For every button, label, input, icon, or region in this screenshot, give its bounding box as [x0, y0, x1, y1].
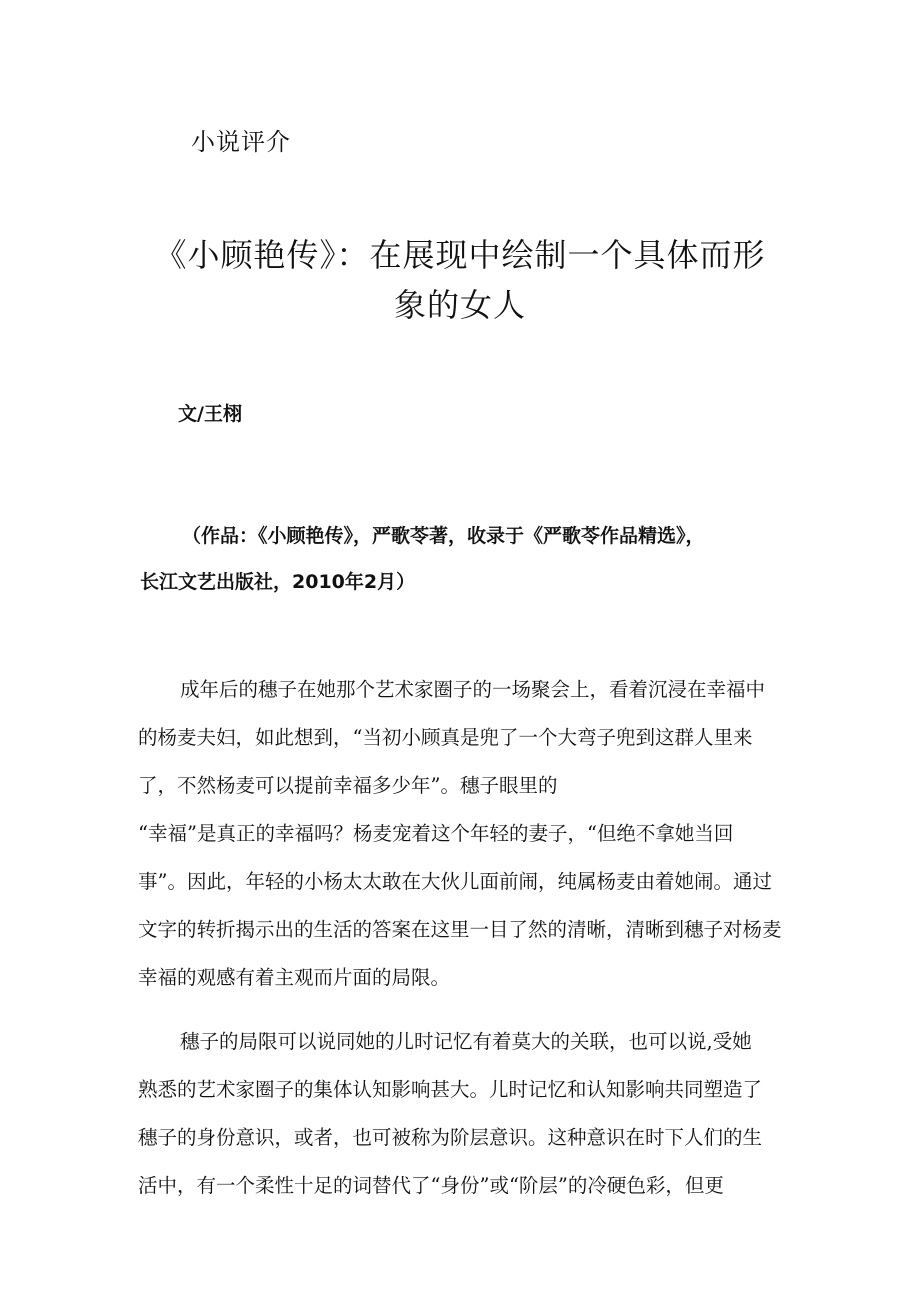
paragraph-line: “幸福”是真正的幸福吗？杨麦宠着这个年轻的妻子，“但绝不拿她当回: [138, 822, 734, 845]
author-byline: 文/王栩: [178, 403, 242, 425]
paragraph-line: 文字的转折揭示出的生活的答案在这里一目了然的清晰，清晰到穗子对杨麦: [138, 918, 782, 941]
work-info-line-2: 长江文艺出版社，2010年2月）: [140, 571, 416, 593]
work-info: [140, 513, 800, 605]
paragraph-line: 的杨麦夫妇，如此想到，“当初小顾真是兜了一个大弯子兜到这群人里来: [138, 726, 753, 749]
paragraph-line: 穗子的局限可以说同她的儿时记忆有着莫大的关联，也可以说,受她: [180, 1030, 752, 1053]
paragraph-line: 了，不然杨麦可以提前幸福多少年”。穗子眼里的: [138, 774, 558, 797]
paragraph-line: 成年后的穗子在她那个艺术家圈子的一场聚会上，看着沉浸在幸福中: [180, 678, 766, 701]
paragraph-line: 事”。因此，年轻的小杨太太敢在大伙儿面前闹，纯属杨麦由着她闹。通过: [138, 870, 772, 893]
work-info-line-1: （作品：《小顾艳传》，严歌苓著，收录于《严歌苓作品精选》，: [182, 525, 705, 547]
title-line-1: 《小顾艳传》：在展现中绘制一个具体而形: [154, 236, 766, 274]
paragraph-line: 穗子的身份意识，或者，也可被称为阶层意识。这种意识在时下人们的生: [138, 1126, 763, 1149]
section-label: 小说评介: [191, 128, 291, 156]
title-line-2: 象的女人: [393, 286, 526, 324]
paragraph-line: 活中，有一个柔性十足的词替代了“身份”或“阶层”的冷硬色彩，但更: [138, 1174, 724, 1197]
paragraph-line: 幸福的观感有着主观而片面的局限。: [138, 966, 451, 989]
paragraph: [138, 1018, 788, 1210]
paragraph-line: 熟悉的艺术家圈子的集体认知影响甚大。儿时记忆和认知影响共同塑造了: [138, 1078, 763, 1101]
article-title: [140, 230, 780, 330]
paragraph: [138, 666, 788, 1002]
article-body: [138, 666, 788, 1210]
paragraph-spacer: [138, 1002, 788, 1018]
